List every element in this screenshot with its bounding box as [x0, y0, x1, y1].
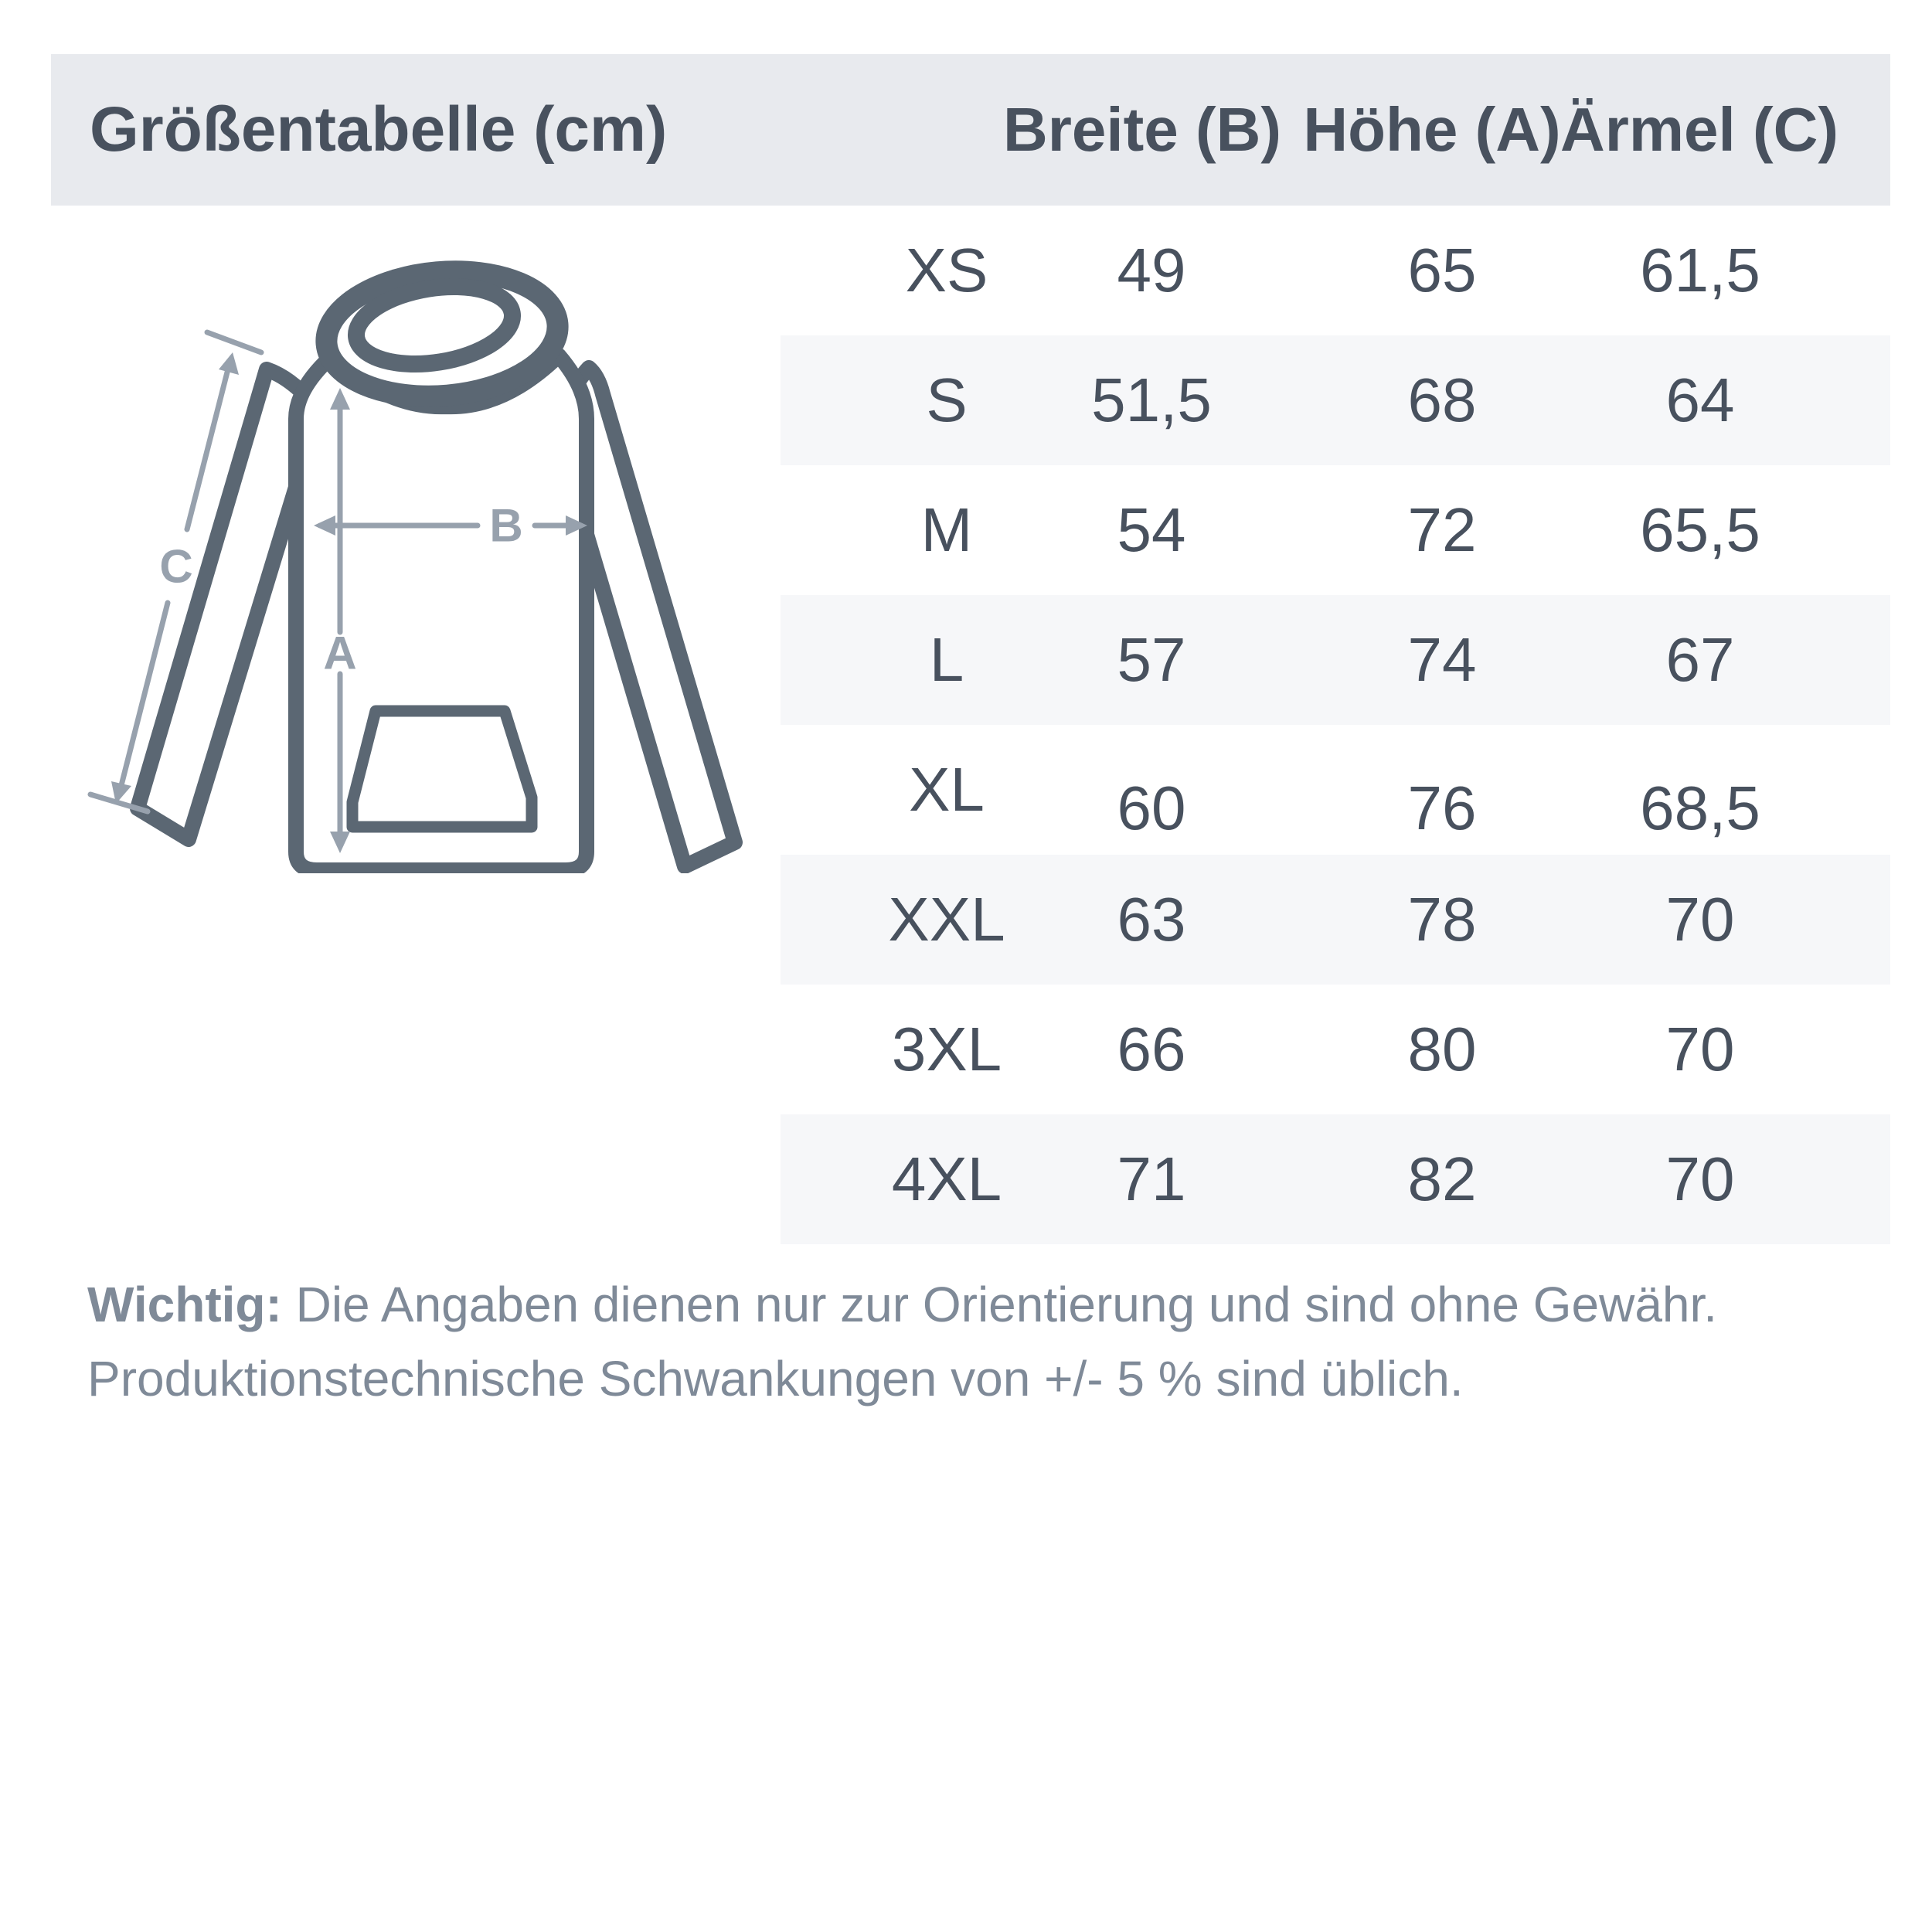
label-a: A	[323, 627, 357, 679]
aermel-cell: 61,5	[1640, 236, 1760, 304]
size-cell: S	[926, 366, 968, 434]
breite-cell: 66	[1117, 1015, 1186, 1083]
label-c: C	[159, 540, 193, 593]
hoehe-cell: 68	[1407, 366, 1477, 434]
hoehe-cell: 78	[1407, 885, 1477, 954]
hoehe-cell: 82	[1407, 1145, 1477, 1213]
kangaroo-pocket	[352, 711, 532, 827]
size-cell: 3XL	[891, 1015, 1002, 1083]
breite-cell: 54	[1117, 495, 1186, 564]
size-cell: XL	[909, 755, 985, 824]
breite-cell: 71	[1117, 1145, 1186, 1213]
hoehe-cell: 72	[1407, 495, 1477, 564]
hoodie-measurement-diagram	[62, 216, 796, 873]
table-row-xs	[781, 206, 1890, 335]
table-header-band	[51, 54, 1890, 206]
breite-cell: 63	[1117, 885, 1186, 954]
table-row-l	[781, 595, 1890, 725]
size-table	[781, 206, 1890, 1244]
aermel-cell: 67	[1665, 625, 1735, 694]
disclaimer-note	[87, 1267, 1865, 1416]
size-cell: XS	[905, 236, 988, 304]
disclaimer-bold-prefix: Wichtig:	[87, 1277, 282, 1332]
hoehe-cell: 74	[1407, 625, 1477, 694]
hoehe-cell: 65	[1407, 236, 1477, 304]
label-b: B	[489, 499, 523, 552]
table-row-3xl	[781, 985, 1890, 1114]
size-cell: 4XL	[891, 1145, 1002, 1213]
column-header-aermel: Ärmel (C)	[1560, 95, 1839, 164]
disclaimer-line-1	[87, 1267, 1865, 1342]
disclaimer-line-2: Produktionstechnische Schwankungen von +/- 5 % sind üblich.	[87, 1351, 1464, 1406]
table-row-xxl	[781, 855, 1890, 985]
page-title: Größentabelle (cm)	[90, 94, 668, 165]
aermel-cell: 64	[1665, 366, 1735, 434]
breite-cell: 60	[1117, 774, 1186, 842]
breite-cell: 57	[1117, 625, 1186, 694]
aermel-cell: 65,5	[1640, 495, 1760, 564]
aermel-cell: 68,5	[1640, 774, 1760, 842]
table-row-m	[781, 465, 1890, 595]
column-header-breite: Breite (B)	[1002, 95, 1282, 164]
arrow-c-top-tick	[207, 332, 261, 352]
aermel-cell: 70	[1665, 885, 1735, 954]
column-header-hoehe: Höhe (A)	[1303, 95, 1561, 164]
table-row-xl	[781, 725, 1890, 855]
size-cell: M	[920, 495, 973, 564]
arrow-c-head-up	[219, 352, 239, 375]
breite-cell: 49	[1117, 236, 1186, 304]
table-row-4xl	[781, 1114, 1890, 1244]
hoehe-cell: 80	[1407, 1015, 1477, 1083]
disclaimer-line-1-text: Die Angaben dienen nur zur Orientierung und sind ohne Gewähr.	[281, 1277, 1718, 1332]
aermel-cell: 70	[1665, 1145, 1735, 1213]
breite-cell: 51,5	[1091, 366, 1212, 434]
aermel-cell: 70	[1665, 1015, 1735, 1083]
size-cell: L	[929, 625, 964, 694]
size-cell: XXL	[888, 885, 1005, 954]
table-row-s	[781, 335, 1890, 465]
hoehe-cell: 76	[1407, 774, 1477, 842]
